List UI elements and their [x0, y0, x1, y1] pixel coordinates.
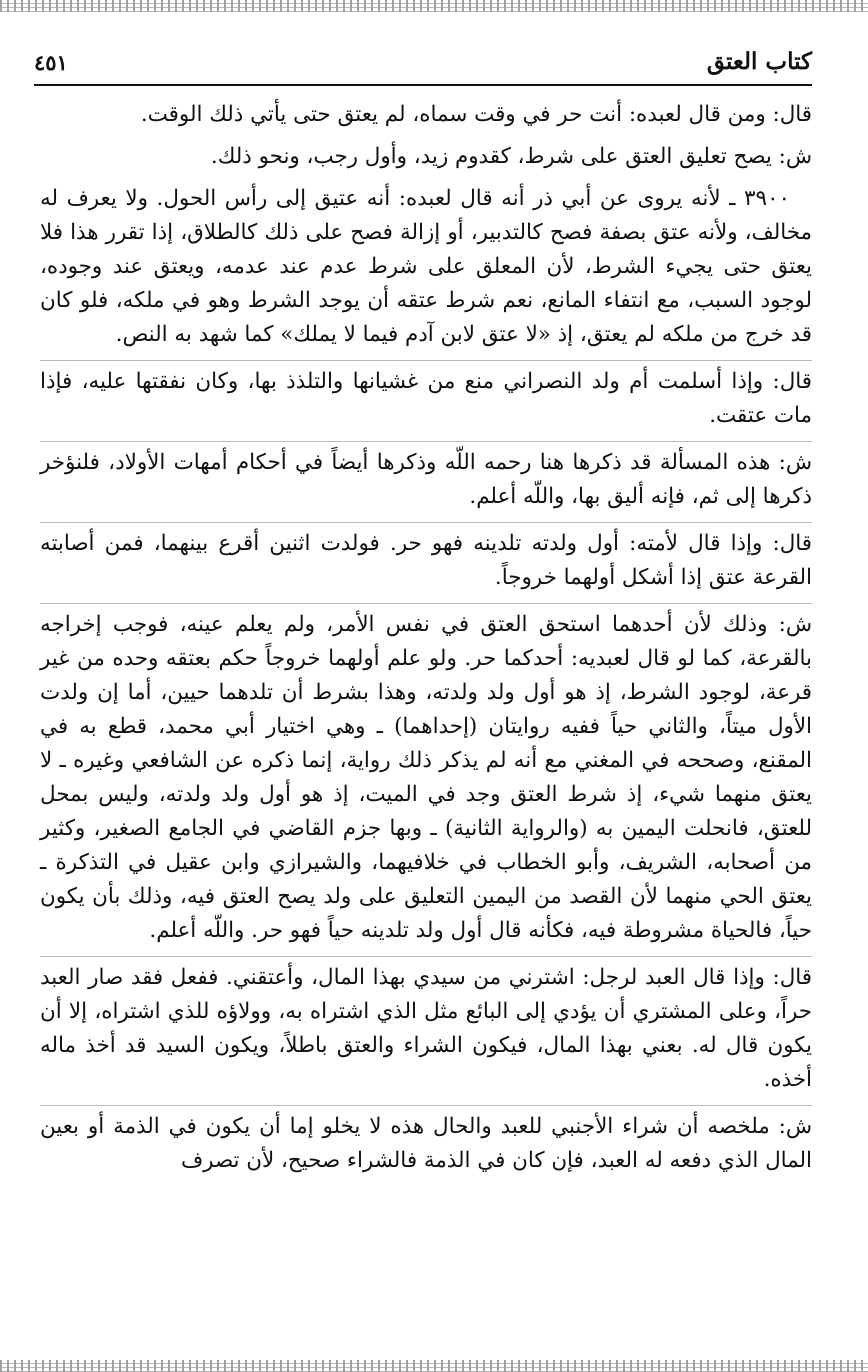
- page-body: [40, 98, 812, 1186]
- paragraph-4: قال: وإذا أسلمت أم ولد النصراني منع من غشيانها والتلذذ بها، وكان نفقتها عليه، فإذا مات عتقت.: [40, 360, 812, 433]
- paragraph-2: ش: يصح تعليق العتق على شرط، كقدوم زيد، وأول رجب، ونحو ذلك.: [210, 144, 812, 169]
- page-number: ٤٥١: [34, 50, 68, 75]
- paragraph-6: قال: وإذا قال لأمته: أول ولدته تلدينه فهو حر. فولدت اثنين أقرع بينهما، فمن أصابته القرعة عتق إذا أشكل أولهما خروجاً.: [40, 522, 812, 595]
- paragraph-5: ش: هذه المسألة قد ذكرها هنا رحمه اللّه وذكرها أيضاً في أحكام أمهات الأولاد، فلنؤخر ذكرها إلى ثم، فإنه أليق بها، واللّه أعلم.: [40, 441, 812, 514]
- paragraph-8: قال: وإذا قال العبد لرجل: اشترني من سيدي بهذا المال، وأعتقني. ففعل فقد صار العبد حراً، وعلى المشتري أن يؤدي إلى البائع مثل الذي اشتراه به، وولاؤه للذي اشتراه، إلا أن يكون قال له. بعني بهذا المال، فيكون الشراء والعتق باطلاً، ويكون السيد قد أخذ ماله أخذه.: [40, 956, 812, 1097]
- paragraph-3: ٣٩٠٠ ـ لأنه يروى عن أبي ذر أنه قال لعبده: أنه عتيق إلى رأس الحول. ولا يعرف له مخالف، ولأنه عتق بصفة فصح كالتدبير، أو إزالة فصح على ذلك كالطلاق، إذا تقرر هذا فلا يعتق حتى يجيء الشرط، لأن المعلق على شرط عدم عند عدمه، ويعتق عند وجوده، لوجود السبب، مع انتفاء المانع، نعم شرط عتقه أن يوجد الشرط وهو في ملكه، فلو كان قد خرج من ملكه لم يعتق، إذ «لا عتق لابن آدم فيما لا يملك» كما شهد به النص.: [40, 186, 812, 347]
- page-header: [34, 44, 812, 86]
- paragraph-7: ش: وذلك لأن أحدهما استحق العتق في نفس الأمر، ولم يعلم عينه، فوجب إخراجه بالقرعة، كما لو قال لعبديه: أحدكما حر. ولو علم أولهما خروجاً حكم بعتقه وحده من غير قرعة، لوجود الشرط، إذ هو أول ولد ولدته، وهذا بشرط أن تلدهما حيين، أما إن ولدت الأول ميتاً، والثاني حياً ففيه روايتان (إحداهما) ـ وهي اختيار أبي محمد، قطع به في المقنع، وصححه في المغني مع أنه لم يذكر ذلك رواية، إنما ذكره عن الشافعي وغيره ـ لا يعتق منهما شيء، إذ شرط العتق وجد في الميت، إذ هو أول ولد ولدته، وليس بمحل للعتق، فانحلت اليمين به (والرواية الثانية) ـ وبها جزم القاضي في الجامع الصغير، وكثير من أصحابه، الشريف، وأبو الخطاب في خلافيهما، والشيرازي وابن عقيل في التذكرة ـ يعتق الحي منهما لأن القصد من اليمين التعليق على ولد يصح العتق فيه، وذلك بأن يكون حياً، فالحياة مشروطة فيه، فكأنه قال أول ولد تلدينه حياً فهو حر. واللّه أعلم.: [40, 603, 812, 948]
- bottom-decorative-border: [0, 1360, 868, 1372]
- paragraph-1: قال: ومن قال لعبده: أنت حر في وقت سماه، لم يعتق حتى يأتي ذلك الوقت.: [140, 102, 812, 127]
- top-decorative-border: [0, 0, 868, 12]
- paragraph-9: ش: ملخصه أن شراء الأجنبي للعبد والحال هذه لا يخلو إما أن يكون في الذمة أو بعين المال الذي دفعه له العبد، فإن كان في الذمة فالشراء صحيح، لأن تصرف: [40, 1105, 812, 1178]
- book-title: كتاب العتق: [706, 48, 812, 75]
